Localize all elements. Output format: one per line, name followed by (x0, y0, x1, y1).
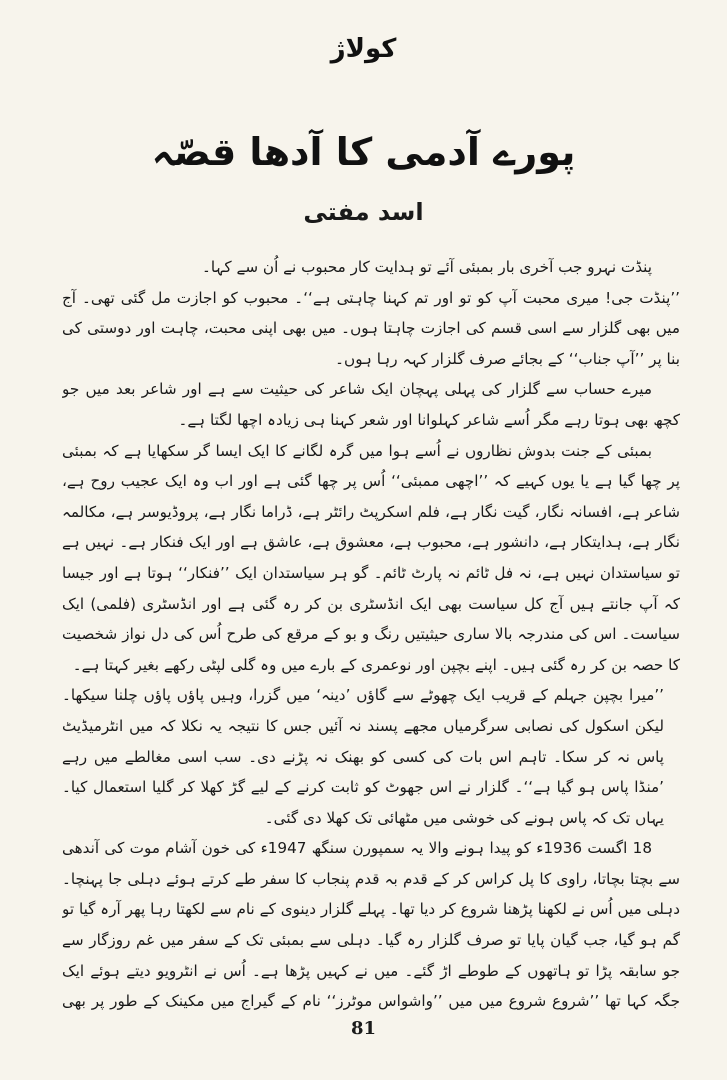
magazine-logo: کولاژ (330, 34, 397, 64)
paragraph: بمبئی کے جنت بدوش نظاروں نے اُسے ہوا میں گرہ لگانے کا ایک ایسا گر سکھایا ہے کہ بمبئی پر چھا گیا ہے یا یوں کہیے کہ ’’اچھی ممبئی‘‘ اُس پر چھا گئی ہے اور اب وہ ایک عجیب روح ہے، شاعر ہے، افسانہ نگار، گیت نگار ہے، فلم اسکرپٹ رائٹر ہے، ڈراما نگار ہے، پروڈیوسر ہے، مکالمہ نگار ہے، ہدایتکار ہے، دانشور ہے، محبوب ہے، معشوق ہے، عاشق ہے اور ایک فنکار ہے۔ نہیں ہے تو سیاستدان نہیں ہے، نہ فل ٹائم نہ پارٹ ٹائم۔ گو ہر سیاستدان ایک ’’فنکار‘‘ ہوتا ہے اور جیسا کہ آپ جانتے ہیں آج کل سیاست بھی ایک انڈسٹری بن کر رہ گئی ہے اور انڈسٹری (فلمی) ایک سیاست۔ اس کی مندرجہ بالا ساری حیثیتیں رنگ و بو کے مرقع کی طرح اُس کی دل نواز شخصیت کا حصہ بن کر رہ گئی ہیں۔ اپنے بچپن اور نوعمری کے بارے میں وہ گلی لپٹی رکھے بغیر کہتا ہے۔ (62, 441, 680, 674)
paragraph: ’’پنڈت جی! میری محبت آپ کو تو اور تم کہنا چاہتی ہے‘‘۔ محبوب کو اجازت مل گئی تھی۔ آج میں بھی گلزار سے اسی قسم کی اجازت چاہتا ہوں۔ میں بھی اپنی محبت، چاہت اور دوستی کی بنا پر ’’آپ جناب‘‘ کے بجائے صرف گلزار کہہ رہا ہوں۔ (62, 288, 680, 368)
page-number: 81 (350, 1018, 377, 1039)
article-body (62, 252, 680, 1012)
article-title: پورے آدمی کا آدھا قصّہ (151, 130, 576, 174)
paragraph: پنڈت نہرو جب آخری بار بمبئی آئے تو ہدایت کار محبوب نے اُن سے کہا۔ (202, 258, 652, 276)
paragraph: ’’میرا بچپن جہلم کے قریب ایک چھوٹے سے گاؤں ’دینہ‘ میں گزرا، وہیں پاؤں پاؤں چلنا سیکھا۔ لیکن اسکول کی نصابی سرگرمیاں مجھے پسند نہ آئیں جس کا نتیجہ یہ نکلا کہ میں انٹرمیڈیٹ پاس نہ کر سکا۔ تاہم اس بات کی کسی کو بھنک نہ پڑنے دی۔ سب اسی مغالطے میں رہے ’منڈا پاس ہو گیا ہے‘‘۔ گلزار نے اس جھوٹ کو ثابت کرنے کے لیے گڑ کھلا کر گلیا استعمال کیا۔ یہاں تک کہ پاس ہونے کی خوشی میں مٹھائی تک کھلا دی گئی۔ (62, 686, 664, 827)
paragraph: میرے حساب سے گلزار کی پہلی پہچان ایک شاعر کی حیثیت سے ہے اور شاعر بعد میں جو کچھ بھی ہوتا رہے مگر اُسے شاعر کہلوانا اور شعر کہنا ہی زیادہ اچھا لگتا ہے۔ (62, 380, 680, 429)
paragraph: 18 اگست 1936ء کو پیدا ہونے والا یہ سمپورن سنگھ 1947ء کی خون آشام موت کی آندھی سے بچتا بچاتا، راوی کا پل کراس کر کے قدم بہ قدم پنجاب کا سفر طے کرتے ہوئے دہلی جا پہنچا۔ دہلی میں اُس نے لکھنا پڑھنا شروع کر دیا تھا۔ پہلے گلزار دینوی کے نام سے لکھتا رہا پھر آرہ گیا تو گم ہو گیا، جب گیان پایا تو صرف گلزار رہ گیا۔ دہلی سے بمبئی تک کے سفر میں غم روزگار سے جو سابقہ پڑا تو ہاتھوں کے طوطے اڑ گئے۔ میں نے کہیں پڑھا ہے۔ اُس نے انٹرویو دیتے ہوئے ایک جگہ کہا تھا ’’شروع شروع میں میں ’’واشواس موٹرز‘‘ نام کے گیراج میں مکینک کے طور پر بھی (62, 839, 680, 1011)
article-author: اسد مفتی (303, 198, 424, 226)
